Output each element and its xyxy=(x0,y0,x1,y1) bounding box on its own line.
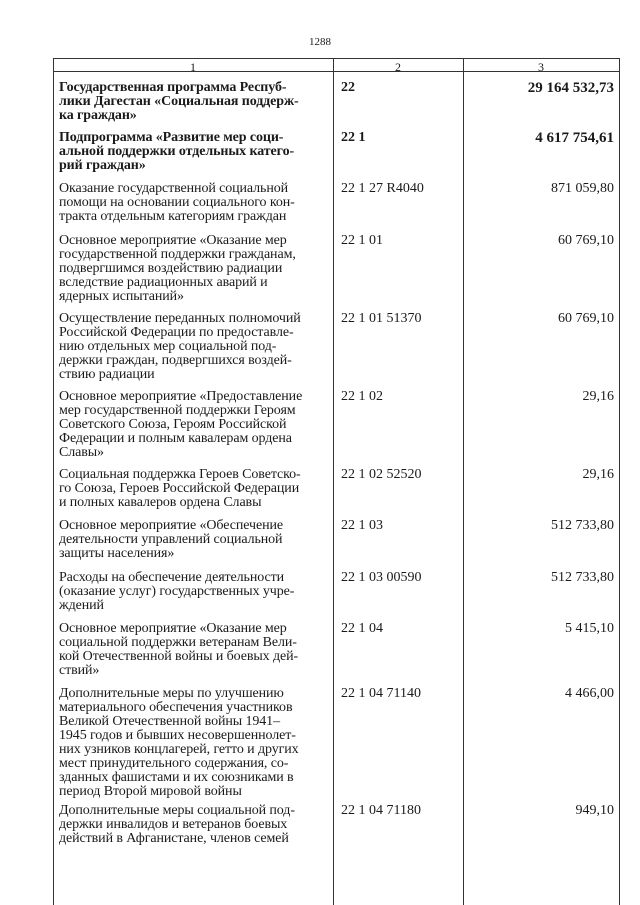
row-code: 22 1 02 xyxy=(341,389,383,404)
column-header-3: 3 xyxy=(538,60,544,74)
row-name: Дополнительные меры социальной под- держки инвалидов и ветеранов боевых действий в Афганистане, членов семей xyxy=(59,803,295,846)
row-name: Социальная поддержка Героев Советско- го Союза, Героев Российской Федерации и полных кавалеров ордена Славы xyxy=(59,467,301,510)
row-amount: 512 733,80 xyxy=(551,570,614,585)
row-code: 22 1 04 xyxy=(341,621,383,636)
row-name: Государственная программа Респуб- лики Дагестан «Социальная поддерж- ка граждан» xyxy=(59,80,299,123)
row-code: 22 1 xyxy=(341,130,366,145)
row-code: 22 1 03 xyxy=(341,518,383,533)
row-name: Подпрограмма «Развитие мер соци- альной поддержки отдельных катего- рий граждан» xyxy=(59,130,295,173)
row-name: Основное мероприятие «Оказание мер государственной поддержки гражданам, подвергшимся воздействию радиации вследствие радиационных аварий и ядерных испытаний» xyxy=(59,233,296,304)
budget-table xyxy=(53,58,620,905)
row-amount: 5 415,10 xyxy=(565,621,614,636)
column-header-1: 1 xyxy=(190,60,196,74)
page-number: 1288 xyxy=(309,36,331,48)
table-top-border xyxy=(53,58,620,59)
row-name: Основное мероприятие «Предоставление мер государственной поддержки Героям Советского Союза, Героям Российской Федерации и полным кавалерам ордена Славы» xyxy=(59,389,303,460)
row-amount: 4 466,00 xyxy=(565,686,614,701)
row-code: 22 1 02 52520 xyxy=(341,467,422,482)
row-name: Осуществление переданных полномочий Российской Федерации по предоставле- нию отдельных мер социальной под- держки граждан, подвергшихся воздей- ствию радиации xyxy=(59,311,301,382)
row-name: Основное мероприятие «Оказание мер социальной поддержки ветеранам Вели- кой Отечественной войны и боевых дей- ствий» xyxy=(59,621,299,678)
table-right-border xyxy=(619,58,620,905)
row-amount: 60 769,10 xyxy=(558,311,614,326)
column-header-2: 2 xyxy=(395,60,401,74)
row-amount: 60 769,10 xyxy=(558,233,614,248)
row-code: 22 1 27 R4040 xyxy=(341,181,424,196)
row-name: Оказание государственной социальной помощи на основании социального кон- тракта отдельным категориям граждан xyxy=(59,181,295,224)
row-name: Основное мероприятие «Обеспечение деятельности управлений социальной защиты населения» xyxy=(59,518,283,561)
row-amount: 949,10 xyxy=(575,803,614,818)
row-name: Расходы на обеспечение деятельности (оказание услуг) государственных учре- ждений xyxy=(59,570,295,613)
row-amount: 4 617 754,61 xyxy=(535,130,614,146)
row-name: Дополнительные меры по улучшению материального обеспечения участников Великой Отечественной войны 1941– 1945 годов и бывших несовершеннолет- них узников концлагерей, гетто и других мест принудительного содержания, со- зданных фашистами и их союзниками в период Второй мировой войны xyxy=(59,686,299,799)
column-divider-1 xyxy=(333,58,334,905)
row-amount: 29,16 xyxy=(582,467,614,482)
row-amount: 871 059,80 xyxy=(551,181,614,196)
row-amount: 29,16 xyxy=(582,389,614,404)
row-code: 22 1 01 xyxy=(341,233,383,248)
row-code: 22 1 01 51370 xyxy=(341,311,422,326)
table-left-border xyxy=(53,58,54,905)
row-amount: 29 164 532,73 xyxy=(527,80,614,96)
row-amount: 512 733,80 xyxy=(551,518,614,533)
row-code: 22 1 04 71180 xyxy=(341,803,421,818)
row-code: 22 1 04 71140 xyxy=(341,686,421,701)
row-code: 22 xyxy=(341,80,355,95)
row-code: 22 1 03 00590 xyxy=(341,570,422,585)
